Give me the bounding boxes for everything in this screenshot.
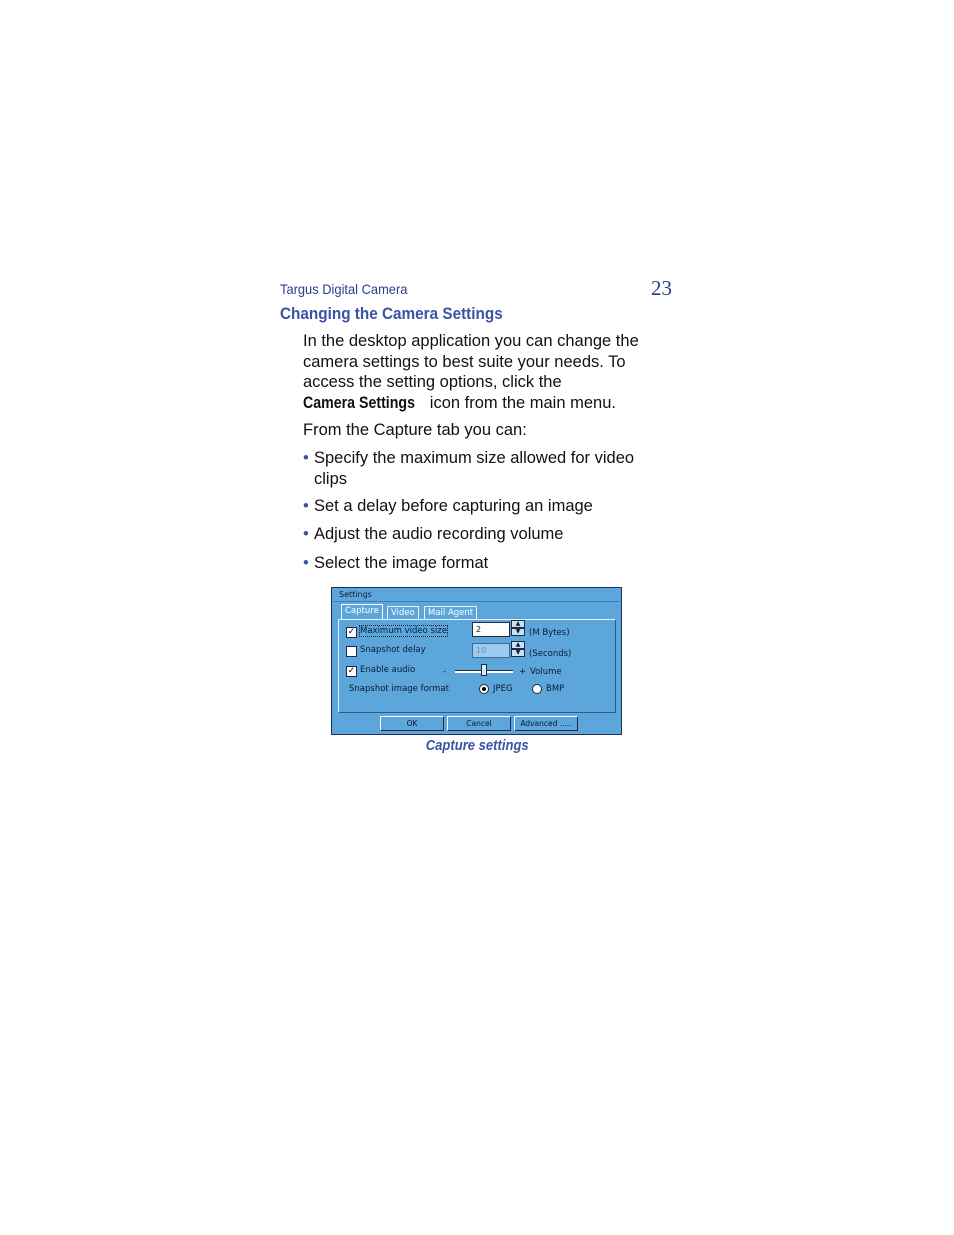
chevron-down-icon: ▼ <box>515 628 521 635</box>
bmp-radio-label: BMP <box>546 684 565 694</box>
figure-caption-text: Capture settings <box>425 738 529 754</box>
max-video-label: Maximum video size <box>360 626 447 636</box>
snapshot-delay-unit: (Seconds) <box>529 649 572 659</box>
snapshot-delay-spin-down[interactable] <box>511 649 525 657</box>
max-video-spin-up[interactable] <box>511 620 525 628</box>
section-heading: Changing the Camera Settings <box>280 304 503 323</box>
max-video-unit: (M Bytes) <box>529 628 570 638</box>
capture-panel <box>338 619 616 713</box>
enable-audio-checkbox[interactable] <box>346 666 357 677</box>
bullet-icon: • <box>303 497 309 515</box>
jpeg-radio-label: JPEG <box>493 684 513 694</box>
tab-video[interactable]: Video <box>387 606 419 619</box>
bullet-icon: • <box>303 449 309 467</box>
settings-dialog-screenshot <box>331 587 622 735</box>
list-item-text: Specify the maximum size allowed for video clips <box>314 449 635 488</box>
max-video-size-input[interactable]: 2 <box>472 622 510 637</box>
volume-slider-thumb[interactable] <box>481 664 487 676</box>
advanced-button[interactable]: Advanced ..... <box>514 716 578 731</box>
chevron-down-icon: ▼ <box>515 649 521 656</box>
bmp-radio[interactable] <box>532 684 542 694</box>
ok-button[interactable]: OK <box>380 716 444 731</box>
tab-capture[interactable]: Capture <box>341 604 383 620</box>
list-item-text: Select the image format <box>314 554 489 572</box>
camera-settings-keyword: Camera Settings <box>303 393 415 412</box>
max-video-checkbox[interactable] <box>346 627 357 638</box>
list-item <box>303 553 663 574</box>
bullet-icon: • <box>303 554 309 572</box>
page-number: 23 <box>651 276 672 300</box>
list-item-text: Adjust the audio recording volume <box>314 525 564 543</box>
check-icon: ✓ <box>347 627 356 637</box>
list-item <box>303 496 663 517</box>
enable-audio-label: Enable audio <box>360 665 416 675</box>
list-item <box>303 448 663 489</box>
image-format-label: Snapshot image format <box>349 684 449 694</box>
volume-label: Volume <box>530 667 562 677</box>
volume-plus-label: + <box>519 667 527 677</box>
intro-paragraph <box>303 331 663 413</box>
running-header: Targus Digital Camera <box>280 281 408 297</box>
capture-tab-intro: From the Capture tab you can: <box>303 421 527 439</box>
snapshot-delay-spin-up[interactable] <box>511 641 525 649</box>
list-item <box>303 524 663 545</box>
figure-caption <box>0 738 954 754</box>
tab-mail-agent[interactable]: Mail Agent <box>424 606 477 619</box>
dialog-title: Settings <box>333 589 620 602</box>
snapshot-delay-checkbox[interactable] <box>346 646 357 657</box>
volume-minus-label: - <box>443 667 447 677</box>
cancel-button[interactable]: Cancel <box>447 716 511 731</box>
jpeg-radio[interactable] <box>479 684 489 694</box>
snapshot-delay-label: Snapshot delay <box>360 645 426 655</box>
chevron-up-icon: ▲ <box>515 620 521 627</box>
list-item-text: Set a delay before capturing an image <box>314 497 593 515</box>
snapshot-delay-input[interactable]: 10 <box>472 643 510 658</box>
check-icon: ✓ <box>347 666 356 676</box>
intro-text-before: In the desktop application you can change the camera settings to best suite your needs. To access the setting options, click the <box>303 332 639 391</box>
max-video-spin-down[interactable] <box>511 628 525 636</box>
bullet-icon: • <box>303 525 309 543</box>
chevron-up-icon: ▲ <box>515 641 521 648</box>
intro-text-after: icon from the main menu. <box>425 393 616 412</box>
